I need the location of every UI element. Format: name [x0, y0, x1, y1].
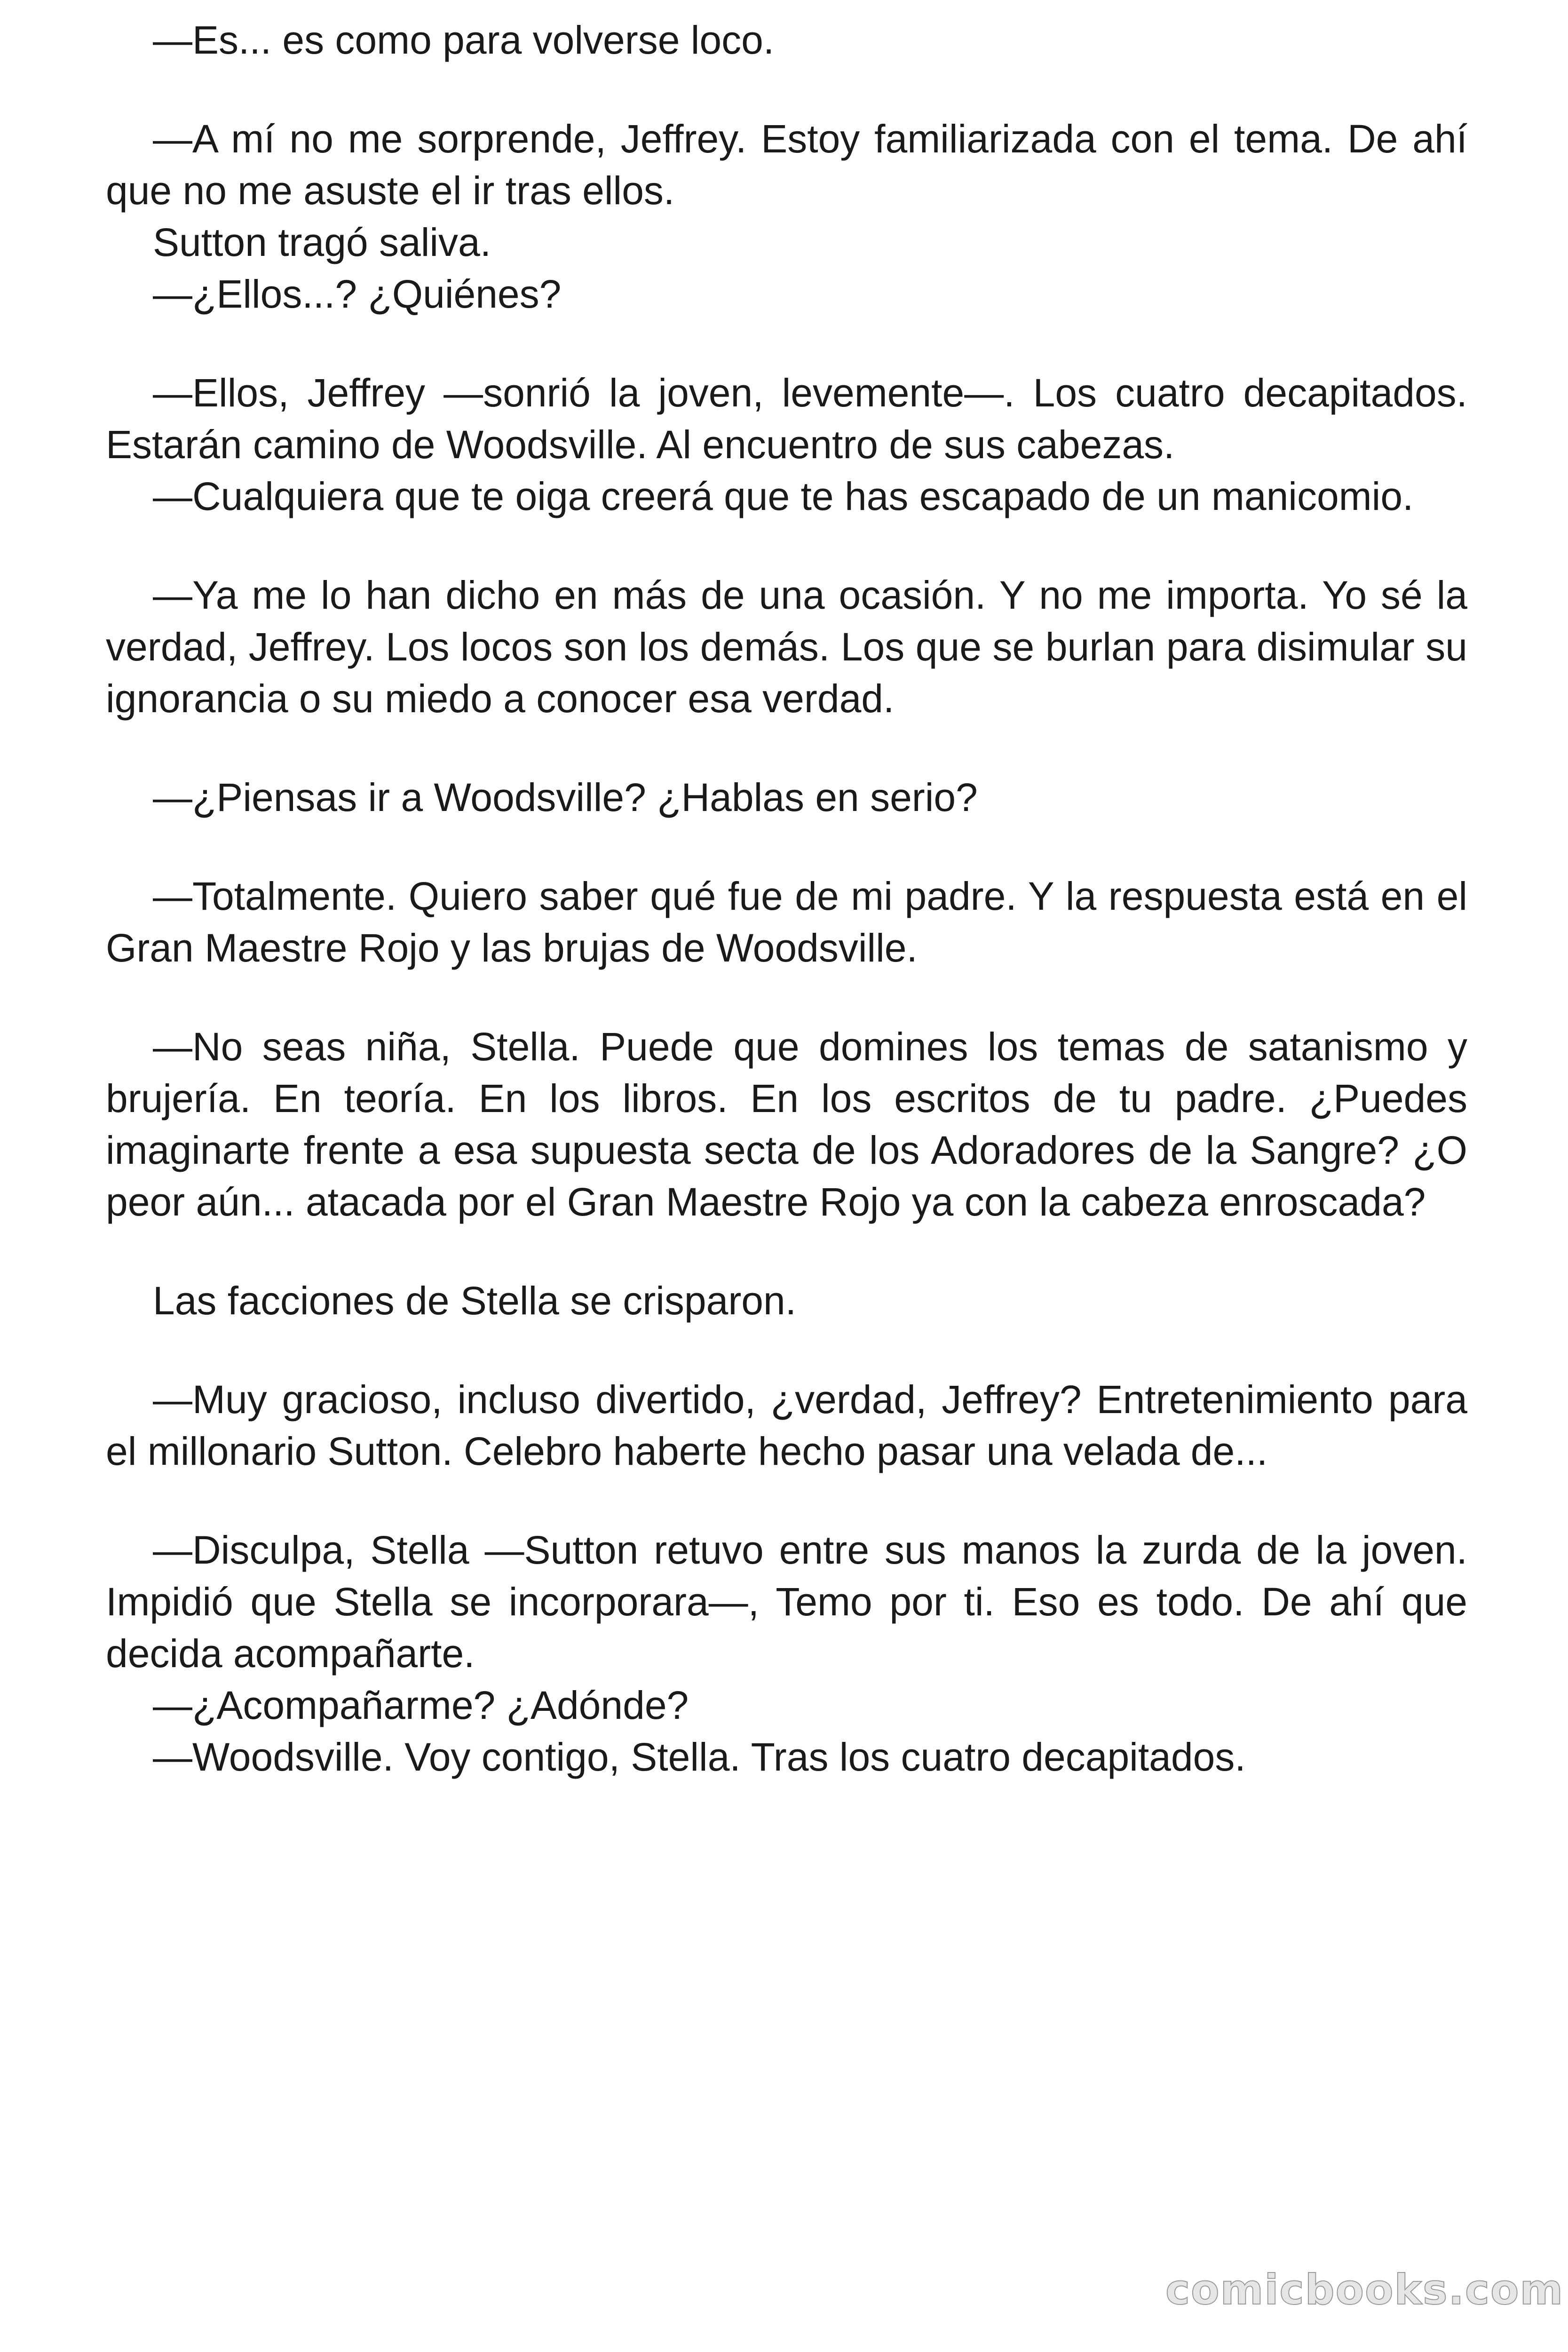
paragraph: —Cualquiera que te oiga creerá que te has escapado de un manicomio. [153, 474, 1414, 518]
paragraph: —Disculpa, Stella —Sutton retuvo entre sus manos la zurda de la joven. Impidió que Stella se incorporara—, Temo por ti. Eso es todo. De ahí que decida acompañarte. [106, 1528, 1467, 1676]
paragraph: —Ya me lo han dicho en más de una ocasión. Y no me importa. Yo sé la verdad, Jeffrey. Los locos son los demás. Los que se burlan para disimular su ignorancia o su miedo a conocer esa verdad. [106, 573, 1467, 721]
paragraph: —¿Acompañarme? ¿Adónde? [153, 1683, 689, 1727]
paragraph: —No seas niña, Stella. Puede que domines los temas de satanismo y brujería. En teoría. En los libros. En los escritos de tu padre. ¿Puedes imaginarte frente a esa supuesta secta de los Adoradores de la Sangre? ¿O peor aún... atacada por el Gran Maestre Rojo ya con la cabeza enroscada? [106, 1025, 1467, 1224]
paragraph: Sutton tragó saliva. [153, 220, 491, 264]
paragraph: —Woodsville. Voy contigo, Stella. Tras los cuatro decapitados. [153, 1735, 1246, 1779]
paragraph: —Totalmente. Quiero saber qué fue de mi padre. Y la respuesta está en el Gran Maestre Rojo y las brujas de Woodsville. [106, 874, 1467, 970]
paragraph: —Muy gracioso, incluso divertido, ¿verdad, Jeffrey? Entretenimiento para el millonario Sutton. Celebro haberte hecho pasar una velada de... [106, 1377, 1467, 1473]
paragraph: —A mí no me sorprende, Jeffrey. Estoy familiarizada con el tema. De ahí que no me asuste el ir tras ellos. [106, 117, 1467, 213]
paragraph: —¿Piensas ir a Woodsville? ¿Hablas en serio? [153, 775, 978, 819]
paragraph: —¿Ellos...? ¿Quiénes? [153, 272, 562, 316]
watermark-logo: comicbooks.com [1165, 2265, 1564, 2314]
body-text [106, 14, 1467, 1783]
paragraph: Las facciones de Stella se crisparon. [153, 1279, 797, 1323]
paragraph: —Es... es como para volverse loco. [153, 18, 775, 62]
paragraph: —Ellos, Jeffrey —sonrió la joven, levemente—. Los cuatro decapitados. Estarán camino de Woodsville. Al encuentro de sus cabezas. [106, 371, 1467, 467]
